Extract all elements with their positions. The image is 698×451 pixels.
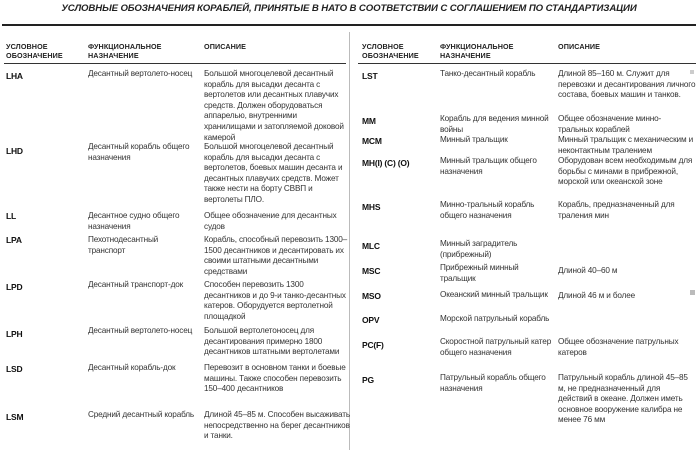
row-description: Перевозит в основном танки и боевые машины. Также способен перевозить 150–400 десантников [204, 363, 346, 394]
right-header-desc: ОПИСАНИЕ [558, 42, 601, 51]
scan-speck [690, 290, 695, 295]
row-code: PG [362, 375, 374, 385]
row-description: Большой многоцелевой десантный корабль для высадки десанта с вертолетов или десантных плавучих средств. Должен оборудоваться аппарелью, внутренними хранилищами и затопляемой доковой камерой [204, 69, 344, 142]
row-code: LST [362, 71, 378, 81]
row-function: Минный заградитель (прибрежный) [440, 239, 518, 259]
left-header-code [6, 42, 63, 60]
right-header-func-line2: НАЗНАЧЕНИЕ [440, 51, 491, 60]
left-header-func [88, 42, 162, 60]
row-function: Танко-десантный корабль [440, 69, 536, 78]
row-function: Корабль для ведения минной войны [440, 114, 549, 134]
row-code: LHA [6, 71, 23, 81]
row-function: Минный тральщик общего назначения [440, 156, 537, 176]
scan-speck [690, 70, 694, 74]
left-header-func-line1: ФУНКЦИОНАЛЬНОЕ [88, 42, 162, 51]
row-function: Минный тральщик [440, 135, 508, 144]
row-function: Десантный вертолето-носец [88, 69, 193, 78]
row-description: Длиной 85–160 м. Служит для перевозки и десантирования личного состава, боевых машин и танков. [558, 69, 696, 100]
row-function: Прибрежный минный тральщик [440, 263, 519, 283]
row-function: Десантный транспорт-док [88, 280, 184, 289]
row-code: MH(I) (C) (O) [362, 158, 410, 168]
row-function: Десантное судно общего назначения [88, 211, 180, 231]
row-description: Большой многоцелевой десантный корабль для высадки десанта с вертолетов, боевых машин десанта и десантных плавучих средств. Может также нести на борту СВВП и вертолеты ПЛО. [204, 142, 343, 204]
row-description: Корабль, предназначенный для траления мин [558, 200, 675, 220]
row-code: PC(F) [362, 340, 384, 350]
row-code: LSM [6, 412, 24, 422]
row-description: Минный тральщик с механическим и неконтактным тралением [558, 135, 694, 155]
row-code: LPA [6, 235, 22, 245]
row-function: Десантный корабль общего назначения [88, 142, 190, 162]
row-code: LL [6, 211, 16, 221]
row-description: Общее обозначение для десантных судов [204, 211, 337, 231]
row-description: Длиной 46 м и более [558, 291, 636, 300]
right-header-code-line1: УСЛОВНОЕ [362, 42, 404, 51]
right-header-rule [358, 63, 696, 64]
left-header-code-line1: УСЛОВНОЕ [6, 42, 48, 51]
row-function: Средний десантный корабль [88, 410, 195, 419]
row-description: Корабль, способный перевозить 1300–1500 десантников и десантировать их своими штатными десантными средствами [204, 235, 348, 276]
row-function: Скоростной патрульный катер общего назначения [440, 337, 552, 357]
row-description: Общее обозначение патрульных катеров [558, 337, 679, 357]
row-code: OPV [362, 315, 380, 325]
row-function: Пехотнодесантный транспорт [88, 235, 159, 255]
row-code: LSD [6, 364, 23, 374]
right-header-func-line1: ФУНКЦИОНАЛЬНОЕ [440, 42, 514, 51]
row-description: Общее обозначение минно-тральных кораблей [558, 114, 662, 134]
row-description: Длиной 40–60 м [558, 266, 618, 275]
row-function: Десантный корабль-док [88, 363, 176, 372]
row-code: MSO [362, 291, 381, 301]
row-description: Способен перевозить 1300 десантников и до 9-и танко-десантных катеров. Оборудуется вертолетной площадкой [204, 280, 346, 321]
row-function: Десантный вертолето-носец [88, 326, 193, 335]
row-description: Длиной 45–85 м. Способен высаживать непосредственно на берег десантников и танки. [204, 410, 350, 441]
row-function: Морской патрульный корабль [440, 314, 550, 323]
row-description: Большой вертолетоносец для десантирования примерно 1800 десантников штатными вертолетами [204, 326, 340, 357]
left-header-func-line2: НАЗНАЧЕНИЕ [88, 51, 139, 60]
row-description: Патрульный корабль длиной 45–85 м, не предназначенный для действий в океане. Должен иметь основное вооружение калибра не менее 76 мм [558, 373, 688, 425]
row-code: MSC [362, 266, 381, 276]
left-header-desc: ОПИСАНИЕ [204, 42, 247, 51]
row-code: LPD [6, 282, 23, 292]
row-code: MLC [362, 241, 380, 251]
right-header-code [362, 42, 419, 60]
row-code: MM [362, 116, 376, 126]
row-code: LHD [6, 146, 23, 156]
left-header-rule [4, 63, 346, 64]
row-function: Минно-тральный корабль общего назначения [440, 200, 535, 220]
row-code: MCM [362, 136, 382, 146]
left-header-code-line2: ОБОЗНАЧЕНИЕ [6, 51, 63, 60]
row-function: Патрульный корабль общего назначения [440, 373, 546, 393]
right-header-func [440, 42, 514, 60]
page-title: УСЛОВНЫЕ ОБОЗНАЧЕНИЯ КОРАБЛЕЙ, ПРИНЯТЫЕ В НАТО В СООТВЕТСТВИИ С СОГЛАШЕНИЕМ ПО СТАНДАРТИЗАЦИИ [61, 3, 637, 14]
right-header-code-line2: ОБОЗНАЧЕНИЕ [362, 51, 419, 60]
title-rule [2, 24, 696, 26]
row-code: MHS [362, 202, 381, 212]
row-description: Оборудован всем необходимым для борьбы с минами в прибрежной, морской или океанской зоне [558, 156, 693, 187]
row-code: LPH [6, 329, 23, 339]
row-function: Океанский минный тральщик [440, 290, 548, 299]
